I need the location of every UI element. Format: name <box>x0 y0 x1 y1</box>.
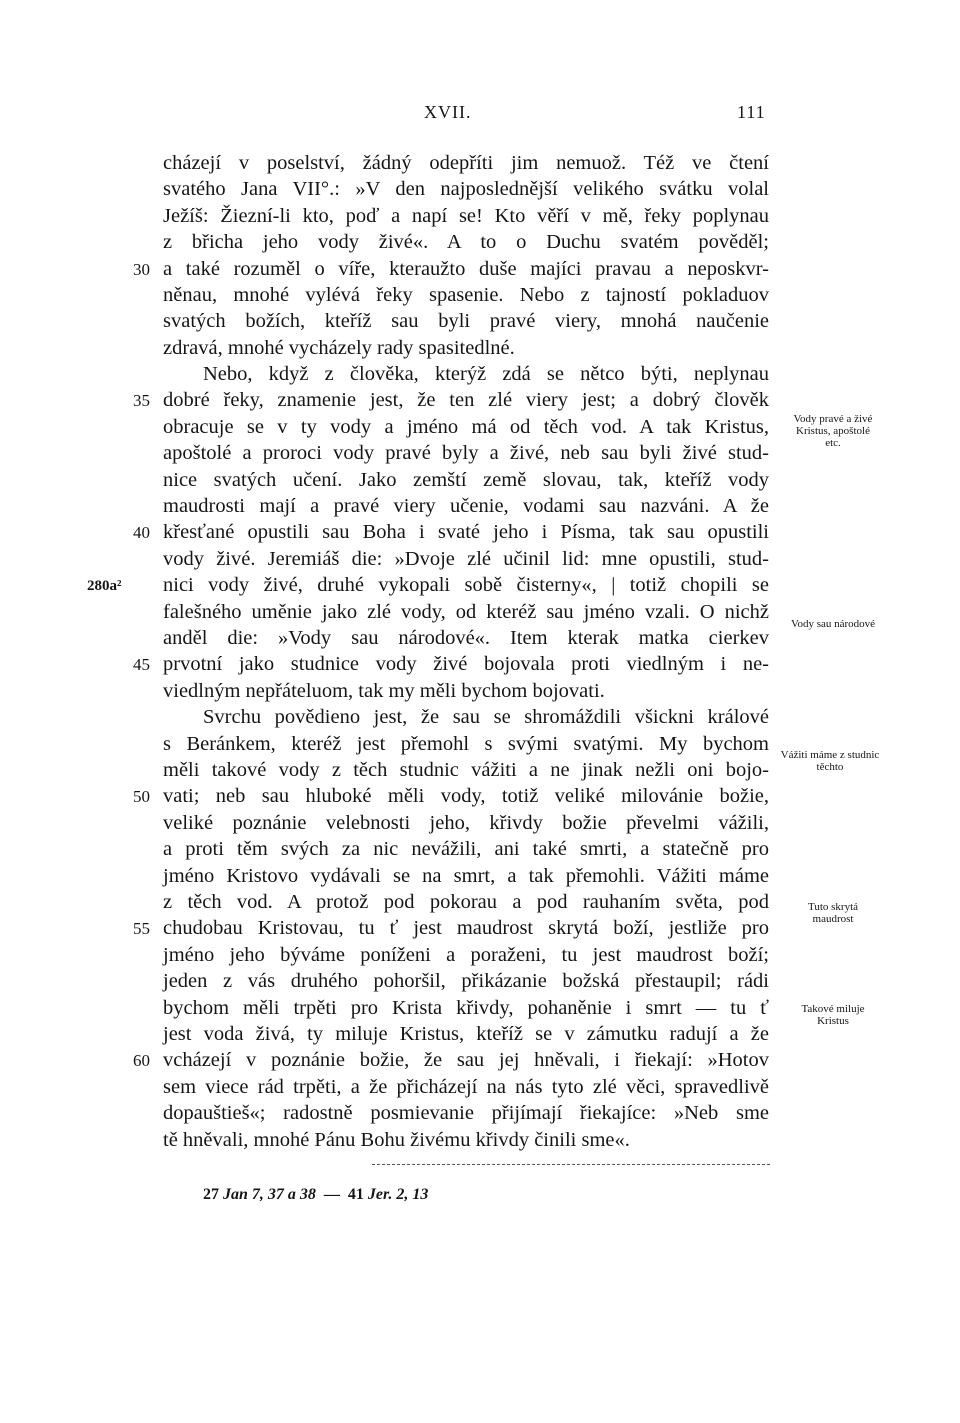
text-line: viedlným nepřáteluom, tak my měli bychom bojovati. <box>163 680 605 702</box>
text-line: dobré řeky, znamenie jest, že ten zlé viery jest; a dobrý člověk <box>163 389 769 411</box>
text-line: zdravá, mnohé vycházely rady spasitedlné. <box>163 337 515 359</box>
text-line: z těch vod. A protož pod pokorau a pod rauhaním světa, pod <box>163 891 769 913</box>
margin-note: Tuto skrytá maudrost <box>807 901 859 925</box>
text-line: nice svatých učení. Jako zemští země slovau, tak, kteříž vody <box>163 469 769 491</box>
line-number: 40 <box>133 523 150 542</box>
text-line: obracuje se v ty vody a jméno má od těch vod. A tak Kristus, <box>163 416 769 438</box>
text-line: a také rozuměl o víře, kteraužto duše majíci pravau a neposkvr- <box>163 258 769 280</box>
margin-note: Vody sau národové <box>790 618 876 630</box>
footnote-reference: Jer. 2, 13 <box>367 1186 429 1203</box>
text-line: z břicha jeho vody živé«. A to o Duchu svatém pověděl; <box>163 231 769 253</box>
text-line: Ježíš: Žiezní-li kto, poď a napí se! Kto věří v mě, řeky poplynau <box>163 205 769 227</box>
text-line: něnau, mnohé vylévá řeky spasenie. Nebo z tajností pokladuov <box>163 284 769 306</box>
footnote-line-number: 27 <box>203 1186 219 1203</box>
text-line: křesťané opustili sau Boha i svaté jeho i Písma, tak sau opustili <box>163 521 769 543</box>
text-line: s Beránkem, kteréž jest přemohl s svými svatými. My bychom <box>163 733 769 755</box>
page-number: 111 <box>737 102 766 122</box>
footnote <box>203 1186 428 1204</box>
text-line: falešného uměnie jako zlé vody, od kteréž sau jméno vzali. O nichž <box>163 601 769 623</box>
text-line: vody živé. Jeremiáš die: »Dvoje zlé učinil lid: mne opustili, stud- <box>163 548 769 570</box>
text-line: jest voda živá, ty miluje Kristus, kteříž se v zámutku radují a že <box>163 1023 769 1045</box>
line-number: 55 <box>133 919 150 938</box>
margin-note: Vážiti máme z studnic těchto <box>780 749 880 773</box>
text-line: tě hněvali, mnohé Pánu Bohu živému křivdy činili sme«. <box>163 1129 630 1151</box>
line-number: 60 <box>133 1051 150 1070</box>
text-line: vcházejí v poznánie božie, že sau jej hněvali, i řiekají: »Hotov <box>163 1049 769 1071</box>
text-line: Nebo, když z člověka, kterýž zdá se nětco býti, neplynau <box>203 363 769 385</box>
text-line: veliké poznánie velebnosti jeho, křivdy božie převelmi vážili, <box>163 812 769 834</box>
line-number: 50 <box>133 787 150 806</box>
text-line: bychom měli trpěti pro Krista křivdy, pohaněnie i smrt — tu ť <box>163 997 769 1019</box>
footnote-line-number: 41 <box>347 1186 364 1203</box>
text-line: nici vody živé, druhé vykopali sobě čisterny«, | totiž chopili se <box>163 574 769 596</box>
margin-note: Vody pravé a živé Kristus, apoštolé etc. <box>793 413 873 449</box>
text-line: Svrchu povědieno jest, že sau se shromáždili všickni králové <box>203 706 769 728</box>
footnote-reference: Jan 7, 37 a 38 <box>223 1186 316 1203</box>
footnote-rule <box>372 1164 770 1165</box>
text-line: apoštolé a proroci vody pravé byly a živé, neb sau byli živé stud- <box>163 442 769 464</box>
text-line: jméno Kristovo vydávali se na smrt, a tak přemohli. Vážiti máme <box>163 865 769 887</box>
text-line: dopauštieš«; radostně posmievanie přijímají řiekajíce: »Neb sme <box>163 1102 769 1124</box>
text-line: chudobau Kristovau, tu ť jest maudrost skrytá boží, jestliže pro <box>163 917 769 939</box>
running-header-chapter: XVII. <box>424 102 472 122</box>
text-line: anděl die: »Vody sau národové«. Item kterak matka cierkev <box>163 627 769 649</box>
margin-note: Takové miluje Kristus <box>801 1003 865 1027</box>
text-line: sem viece rád trpěti, a že přicházejí na nás tyto zlé věci, spravedlivě <box>163 1076 769 1098</box>
text-line: jeden z vás druhého pohoršil, přikázanie božská přestaupil; rádi <box>163 970 769 992</box>
line-number: 35 <box>133 391 150 410</box>
folio-mark: 280a² <box>87 578 122 594</box>
text-line: jméno jeho býváme poníženi a poraženi, tu jest maudrost boží; <box>163 944 769 966</box>
text-line: a proti těm svých za nic nevážili, ani také smrti, a statečně pro <box>163 838 769 860</box>
text-line: svatého Jana VII°.: »V den najposlednější velikého svátku volal <box>163 178 769 200</box>
text-line: měli takové vody z těch studnic vážiti a ne jinak nežli oni bojo- <box>163 759 769 781</box>
text-line: maudrosti mají a pravé viery učenie, vodami sau nazváni. A že <box>163 495 769 517</box>
footnote-dash: — <box>323 1186 340 1203</box>
text-line: vati; neb sau hluboké měli vody, totiž veliké milovánie božie, <box>163 785 769 807</box>
line-number: 45 <box>133 655 150 674</box>
line-number: 30 <box>133 260 150 279</box>
text-line: svatých božích, kteříž sau byli pravé viery, mnohá naučenie <box>163 310 769 332</box>
text-line: cházejí v poselství, žádný odepříti jim nemuož. Též ve čtení <box>163 152 769 174</box>
text-line: prvotní jako studnice vody živé bojovala proti viedlným i ne- <box>163 653 769 675</box>
